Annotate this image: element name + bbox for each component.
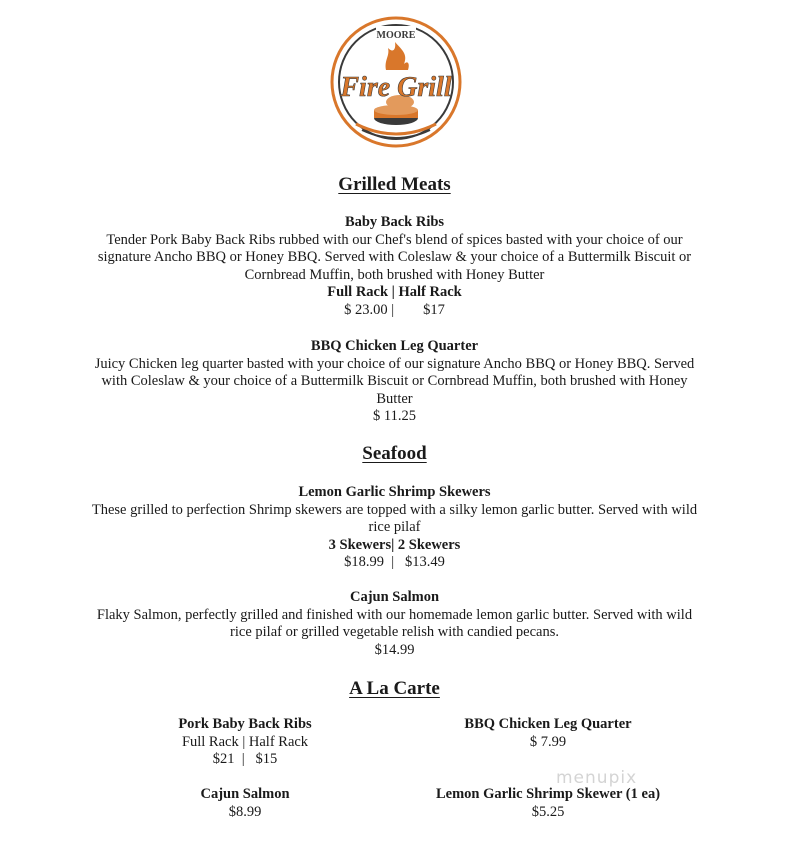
menu-item-shrimp-skewers [0,484,789,572]
item-name: Lemon Garlic Shrimp Skewer (1 ea) [435,786,661,802]
item-price: $ 23.00 | $17 [344,301,445,318]
item-price: $ 11.25 [373,408,416,424]
item-name: Cajun Salmon [349,589,440,605]
item-description: Tender Pork Baby Back Ribs rubbed with our Chef's blend of spices basted with your choice of our signature Ancho BBQ or Honey BBQ. Served with Coleslaw & your choice of a Buttermilk Biscuit or Cornbread Muffin, both brushed with Honey Butter [97,231,692,283]
item-sizes: Full Rack | Half Rack [327,284,462,300]
restaurant-logo [328,14,464,150]
item-name: Cajun Salmon [200,786,290,802]
alc-item-bbq-chicken [398,716,698,751]
menu-item-bbq-chicken [0,338,789,426]
section-title-seafood: Seafood [362,443,427,464]
item-sizes: Full Rack | Half Rack [181,733,309,750]
logo-top-text: MOORE [376,30,416,41]
item-price: $ 7.99 [529,733,567,750]
watermark: menupix [556,768,638,788]
section-title-grilled-meats: Grilled Meats [338,174,451,195]
item-name: Pork Baby Back Ribs [178,716,312,732]
alc-item-cajun-salmon [95,786,395,821]
item-sizes: 3 Skewers| 2 Skewers [328,536,461,553]
item-price: $18.99 | $13.49 [344,554,445,570]
section-title-a-la-carte: A La Carte [349,678,440,699]
item-description: These grilled to perfection Shrimp skewers are topped with a silky lemon garlic butter. Served with wild rice pilaf [91,501,698,535]
item-name: Baby Back Ribs [344,214,445,230]
item-price: $21 | $15 [212,751,278,767]
logo-name: Fire Grill [340,72,452,103]
item-name: Lemon Garlic Shrimp Skewers [298,484,491,500]
menu-item-cajun-salmon [0,589,789,659]
alc-item-pork-ribs [95,716,395,769]
item-price: $14.99 [374,641,415,658]
item-description: Flaky Salmon, perfectly grilled and finished with our homemade lemon garlic butter. Served with wild rice pilaf or grilled vegetable relish with candied pecans. [96,606,693,640]
alc-item-shrimp-skewer [398,786,698,821]
item-name: BBQ Chicken Leg Quarter [464,716,632,732]
item-price: $5.25 [531,803,565,820]
menu-item-baby-back-ribs [0,214,789,319]
item-description: Juicy Chicken leg quarter basted with your choice of our signature Ancho BBQ or Honey BBQ. Served with Coleslaw & your choice of a Buttermilk Biscuit or Cornbread Muffin, both brushed with Honey Butter [94,355,695,407]
item-name: BBQ Chicken Leg Quarter [310,338,479,354]
item-price: $8.99 [228,803,262,820]
